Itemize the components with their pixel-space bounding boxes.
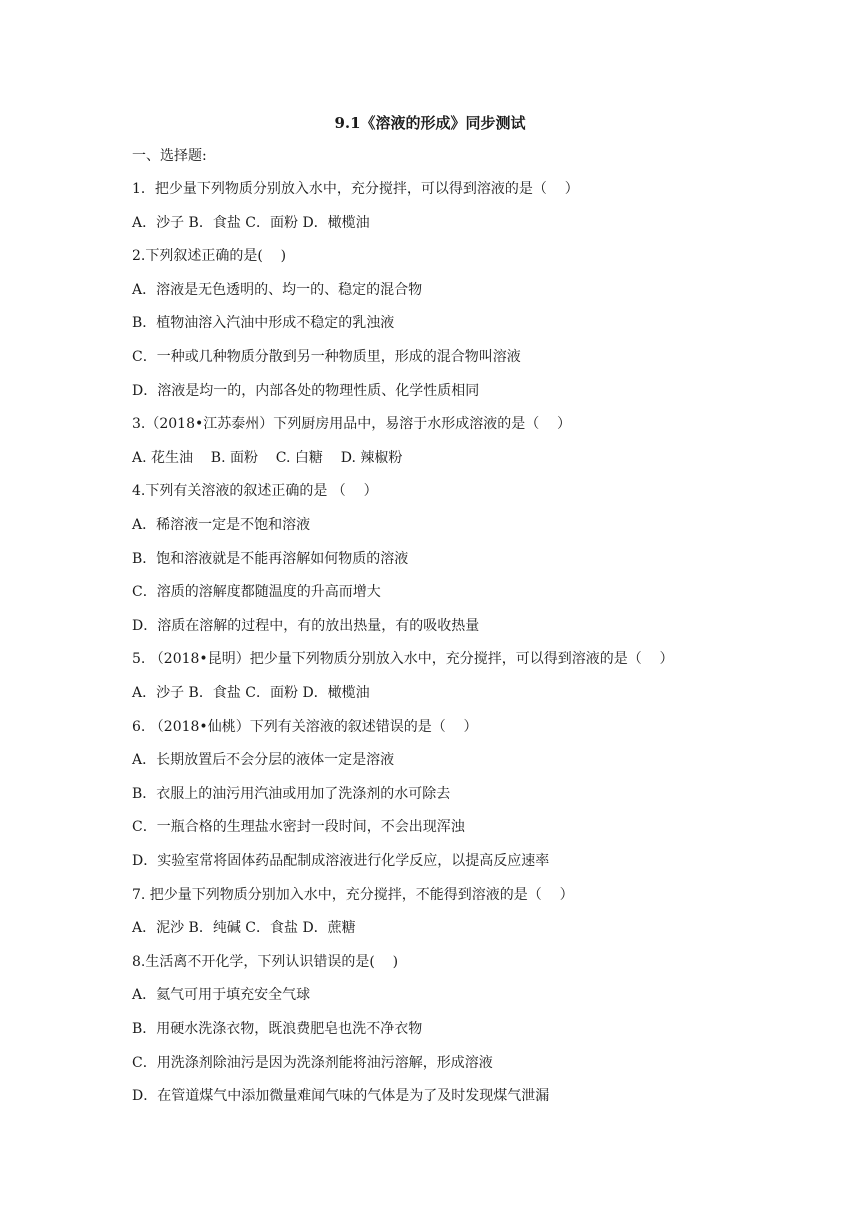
question-stem: 2.下列叙述正确的是( ) xyxy=(132,248,287,264)
answer-option: C．溶质的溶解度都随温度的升高而增大 xyxy=(132,584,381,600)
question-stem: 6. （2018•仙桃）下列有关溶液的叙述错误的是（ ） xyxy=(132,719,478,735)
answer-option: A．泥沙 B．纯碱 C．食盐 D．蔗糖 xyxy=(132,920,356,936)
question-stem: 7. 把少量下列物质分别加入水中，充分搅拌，不能得到溶液的是（ ） xyxy=(132,887,574,903)
question-stem: 3.（2018•江苏泰州）下列厨房用品中，易溶于水形成溶液的是（ ） xyxy=(132,416,572,432)
question-stem: 8.生活离不开化学，下列认识错误的是( ) xyxy=(132,954,399,970)
answer-option: C．用洗涤剂除油污是因为洗涤剂能将油污溶解，形成溶液 xyxy=(132,1055,493,1071)
answer-option: A. 花生油 B. 面粉 C. 白糖 D. 辣椒粉 xyxy=(132,450,403,466)
document-title: 9.1《溶液的形成》同步测试 xyxy=(334,114,526,132)
answer-option: C．一种或几种物质分散到另一种物质里，形成的混合物叫溶液 xyxy=(132,349,521,365)
answer-option: A．溶液是无色透明的、均一的、稳定的混合物 xyxy=(132,282,423,298)
question-stem: 1．把少量下列物质分别放入水中，充分搅拌，可以得到溶液的是（ ） xyxy=(132,181,579,197)
answer-option: B．植物油溶入汽油中形成不稳定的乳浊液 xyxy=(132,315,395,331)
question-stem: 4.下列有关溶液的叙述正确的是 （ ） xyxy=(132,483,378,499)
answer-option: A．长期放置后不会分层的液体一定是溶液 xyxy=(132,752,395,768)
answer-option: A．沙子 B．食盐 C．面粉 D．橄榄油 xyxy=(132,215,370,231)
answer-option: A．稀溶液一定是不饱和溶液 xyxy=(132,517,311,533)
answer-option: D．溶质在溶解的过程中，有的放出热量，有的吸收热量 xyxy=(132,618,480,634)
question-stem: 5. （2018•昆明）把少量下列物质分别放入水中，充分搅拌，可以得到溶液的是（ ） xyxy=(132,651,674,667)
answer-option: C．一瓶合格的生理盐水密封一段时间，不会出现浑浊 xyxy=(132,819,465,835)
answer-option: A．沙子 B．食盐 C．面粉 D．橄榄油 xyxy=(132,685,370,701)
answer-option: B．用硬水洗涤衣物，既浪费肥皂也洗不净衣物 xyxy=(132,1021,423,1037)
answer-option: D．在管道煤气中添加微量难闻气味的气体是为了及时发现煤气泄漏 xyxy=(132,1088,550,1104)
answer-option: D．溶液是均一的，内部各处的物理性质、化学性质相同 xyxy=(132,383,480,399)
answer-option: D．实验室常将固体药品配制成溶液进行化学反应，以提高反应速率 xyxy=(132,853,550,869)
section-heading: 一、选择题: xyxy=(132,148,207,164)
answer-option: B．衣服上的油污用汽油或用加了洗涤剂的水可除去 xyxy=(132,786,451,802)
answer-option: B．饱和溶液就是不能再溶解如何物质的溶液 xyxy=(132,551,409,567)
answer-option: A．氦气可用于填充安全气球 xyxy=(132,987,311,1003)
